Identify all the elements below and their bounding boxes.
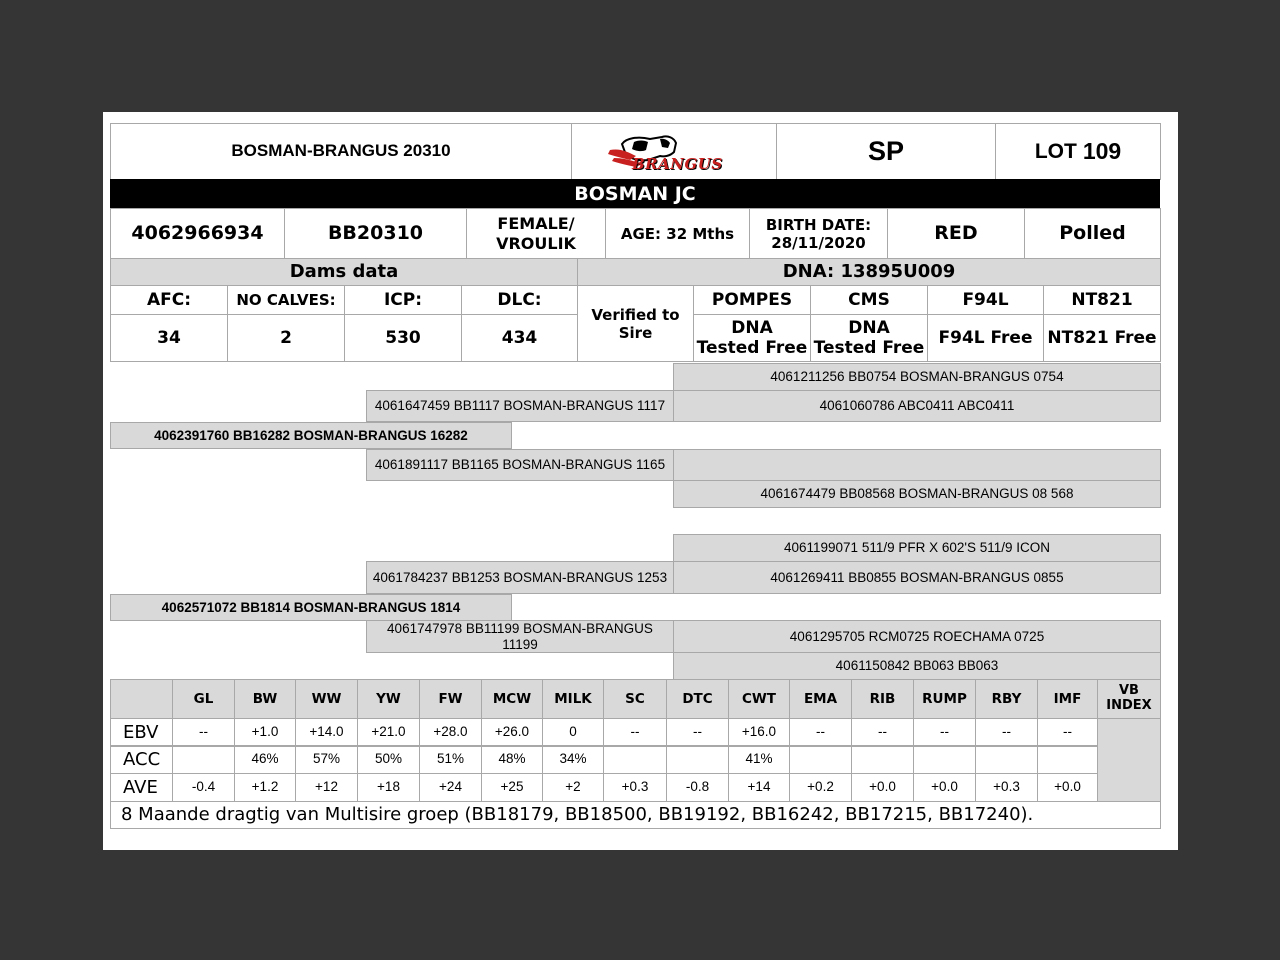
pedigree-dam: 4062571072 BB1814 BOSMAN-BRANGUS 1814 xyxy=(110,594,512,621)
ebv-value-cell: 41% xyxy=(728,745,790,774)
ebv-value-cell: -- xyxy=(666,718,729,747)
dna-result-nt821: NT821 Free xyxy=(1043,314,1161,362)
ebv-value-cell: -- xyxy=(975,718,1038,747)
ebv-header-rib: RIB xyxy=(851,679,914,719)
breeding-note: 8 Maande dragtig van Multisire groep (BB18179, BB18500, BB19192, BB16242, BB17215, BB17240). xyxy=(110,801,1161,829)
birth-date-value: 28/11/2020 xyxy=(771,233,866,252)
ebv-value-cell: -- xyxy=(172,718,235,747)
vb-index-header xyxy=(1097,679,1161,719)
ebv-row-label-ebv: EBV xyxy=(110,718,173,747)
dams-value-no-calves: 2 xyxy=(227,314,345,362)
dna-header-pompes: POMPES xyxy=(693,285,811,315)
ebv-value-cell xyxy=(603,745,667,774)
pedigree-dam-sire-dam: 4061269411 BB0855 BOSMAN-BRANGUS 0855 xyxy=(673,561,1161,594)
dams-header-dlc: DLC: xyxy=(461,285,578,315)
ebv-value-cell: 34% xyxy=(542,745,604,774)
dna-result-line-1: DNA xyxy=(848,317,890,338)
ebv-value-cell xyxy=(1037,745,1098,774)
animal-name: BOSMAN JC xyxy=(110,179,1160,208)
ebv-table xyxy=(103,112,1178,850)
ebv-value-cell: +0.0 xyxy=(851,773,914,802)
age-cell: AGE: 32 Mths xyxy=(605,208,750,259)
colour-cell: RED xyxy=(887,208,1025,259)
status-badge: SP xyxy=(776,123,996,180)
registration-number: 4062966934 xyxy=(110,208,285,259)
dna-header-cms: CMS xyxy=(810,285,928,315)
pedigree-sire-dam: 4061891117 BB1165 BOSMAN-BRANGUS 1165 xyxy=(366,449,674,481)
ebv-header-yw: YW xyxy=(357,679,420,719)
ebv-value-cell xyxy=(172,745,235,774)
dna-result-line-2: Tested Free xyxy=(696,338,808,358)
ebv-value-cell xyxy=(851,745,914,774)
dams-header-afc: AFC: xyxy=(110,285,228,315)
ebv-corner-cell xyxy=(110,679,173,719)
sex-line-1: FEMALE/ xyxy=(497,214,575,234)
ebv-value-cell: 46% xyxy=(234,745,296,774)
pedigree-sire-dam-dam: 4061674479 BB08568 BOSMAN-BRANGUS 08 568 xyxy=(673,480,1161,508)
ebv-value-cell: +0.3 xyxy=(603,773,667,802)
ebv-header-cwt: CWT xyxy=(728,679,790,719)
pedigree-dam-sire-sire: 4061199071 511/9 PFR X 602'S 511/9 ICON xyxy=(673,534,1161,562)
ebv-value-cell: +24 xyxy=(419,773,482,802)
ebv-value-cell xyxy=(975,745,1038,774)
birth-date-label: BIRTH DATE: xyxy=(765,215,872,234)
pedigree-dam-dam-sire: 4061295705 RCM0725 ROECHAMA 0725 xyxy=(673,620,1161,653)
ebv-value-cell: +2 xyxy=(542,773,604,802)
lot-label: LOT xyxy=(1034,139,1077,163)
ebv-row-label-ave: AVE xyxy=(110,773,173,802)
ebv-value-cell: 0 xyxy=(542,718,604,747)
ebv-value-cell xyxy=(789,745,852,774)
herd-code: BB20310 xyxy=(284,208,467,259)
ebv-header-milk: MILK xyxy=(542,679,604,719)
pedigree-sire-sire: 4061647459 BB1117 BOSMAN-BRANGUS 1117 xyxy=(366,390,674,422)
horn-status-cell: Polled xyxy=(1024,208,1161,259)
dams-header-icp: ICP: xyxy=(344,285,462,315)
ebv-header-fw: FW xyxy=(419,679,482,719)
ebv-value-cell: +28.0 xyxy=(419,718,482,747)
ebv-value-cell: -0.8 xyxy=(666,773,729,802)
ebv-value-cell: 50% xyxy=(357,745,420,774)
dna-header-f94l: F94L xyxy=(927,285,1044,315)
ebv-value-cell: +0.3 xyxy=(975,773,1038,802)
ebv-value-cell: +12 xyxy=(295,773,358,802)
pedigree-dam-dam: 4061747978 BB11199 BOSMAN-BRANGUS 11199 xyxy=(366,620,674,653)
ebv-value-cell: +14 xyxy=(728,773,790,802)
ebv-value-cell: +18 xyxy=(357,773,420,802)
ebv-header-ww: WW xyxy=(295,679,358,719)
ebv-value-cell: +25 xyxy=(481,773,543,802)
sex-line-2: VROULIK xyxy=(496,233,576,253)
dams-value-dlc: 434 xyxy=(461,314,578,362)
ebv-value-cell: +1.2 xyxy=(234,773,296,802)
dna-header-nt821: NT821 xyxy=(1043,285,1161,315)
ebv-header-mcw: MCW xyxy=(481,679,543,719)
pedigree-sire-sire-dam: 4061060786 ABC0411 ABC0411 xyxy=(673,390,1161,422)
ebv-value-cell xyxy=(666,745,729,774)
dna-verified-line-1: Verified to xyxy=(591,305,680,324)
ebv-value-cell: -0.4 xyxy=(172,773,235,802)
ebv-value-cell: -- xyxy=(789,718,852,747)
ebv-value-cell: +16.0 xyxy=(728,718,790,747)
ebv-header-sc: SC xyxy=(603,679,667,719)
dams-header-no-calves: NO CALVES: xyxy=(227,285,345,315)
ebv-value-cell: +14.0 xyxy=(295,718,358,747)
dna-result-f94l: F94L Free xyxy=(927,314,1044,362)
ebv-header-rump: RUMP xyxy=(913,679,976,719)
ebv-header-dtc: DTC xyxy=(666,679,729,719)
ebv-value-cell: +21.0 xyxy=(357,718,420,747)
card-title: BOSMAN-BRANGUS 20310 xyxy=(110,123,572,180)
ebv-header-rby: RBY xyxy=(975,679,1038,719)
ebv-value-cell: +1.0 xyxy=(234,718,296,747)
ebv-value-cell xyxy=(913,745,976,774)
ebv-value-cell: +0.0 xyxy=(1037,773,1098,802)
lot-value: 109 xyxy=(1082,137,1122,164)
ebv-value-cell: -- xyxy=(603,718,667,747)
ebv-value-cell: 48% xyxy=(481,745,543,774)
vb-index-label-1: VB xyxy=(1119,683,1139,699)
pedigree-dam-dam-dam: 4061150842 BB063 BB063 xyxy=(673,652,1161,680)
dna-heading: DNA: 13895U009 xyxy=(577,258,1161,286)
logo-wordmark: BRANGUS xyxy=(632,155,723,173)
ebv-header-bw: BW xyxy=(234,679,296,719)
ebv-value-cell: +0.2 xyxy=(789,773,852,802)
ebv-value-cell: +26.0 xyxy=(481,718,543,747)
lot-card xyxy=(103,112,1178,850)
dams-heading: Dams data xyxy=(110,258,578,286)
ebv-header-imf: IMF xyxy=(1037,679,1098,719)
dna-result-line-2: Tested Free xyxy=(813,338,925,358)
pedigree-sire: 4062391760 BB16282 BOSMAN-BRANGUS 16282 xyxy=(110,422,512,449)
vb-index-label-2: INDEX xyxy=(1106,698,1152,713)
dna-result-line-1: DNA xyxy=(731,317,773,338)
ebv-value-cell: -- xyxy=(913,718,976,747)
vb-index-value xyxy=(1097,718,1161,802)
ebv-value-cell: 57% xyxy=(295,745,358,774)
dna-verified-line-2: Sire xyxy=(618,323,653,342)
ebv-value-cell: -- xyxy=(1037,718,1098,747)
ebv-header-ema: EMA xyxy=(789,679,852,719)
ebv-row-label-acc: ACC xyxy=(110,745,173,774)
pedigree-sire-sire-sire: 4061211256 BB0754 BOSMAN-BRANGUS 0754 xyxy=(673,363,1161,391)
ebv-header-gl: GL xyxy=(172,679,235,719)
ebv-value-cell: -- xyxy=(851,718,914,747)
ebv-value-cell: 51% xyxy=(419,745,482,774)
ebv-value-cell: +0.0 xyxy=(913,773,976,802)
dams-value-icp: 530 xyxy=(344,314,462,362)
dams-value-afc: 34 xyxy=(110,314,228,362)
pedigree-dam-sire: 4061784237 BB1253 BOSMAN-BRANGUS 1253 xyxy=(366,561,674,594)
